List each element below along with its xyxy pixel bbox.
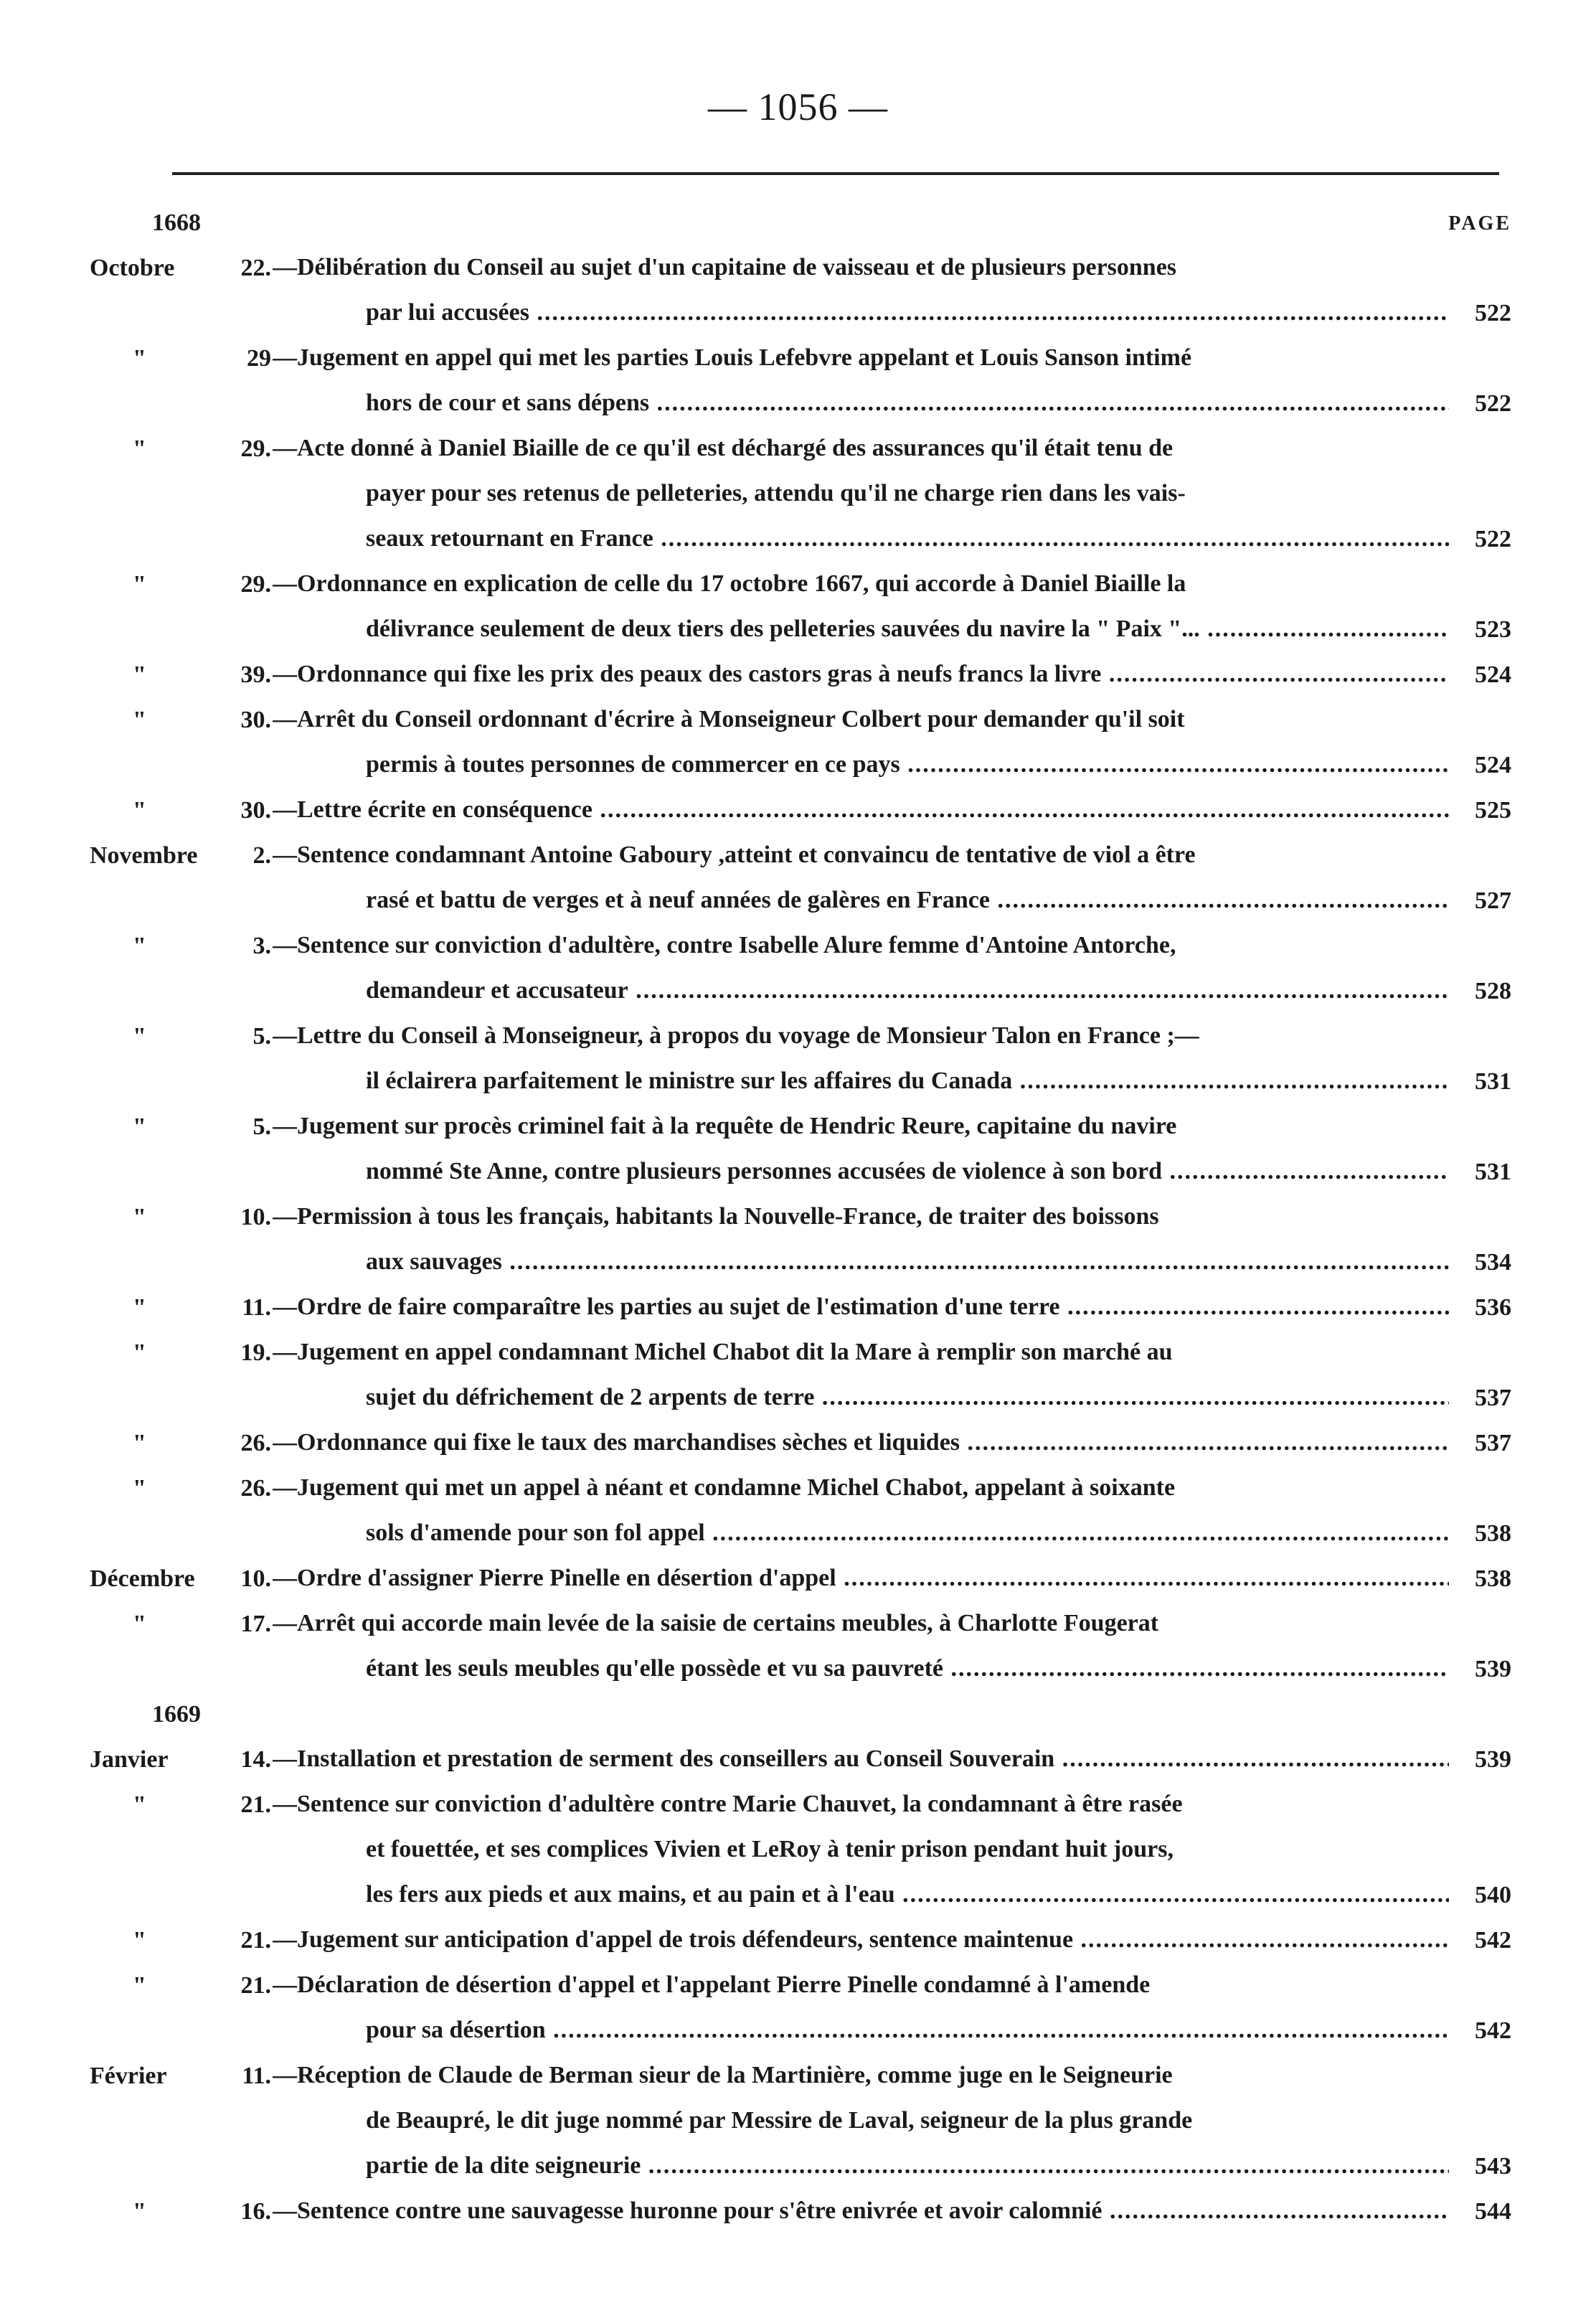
entry-month: " xyxy=(133,1294,146,1321)
entry-description xyxy=(273,1465,1449,1555)
entry-line: nommé Ste Anne, contre plusieurs personnes accusées de violence à son bord ..... xyxy=(273,1149,1449,1194)
entry-line: permis à toutes personnes de commercer en ce pays ..... xyxy=(273,742,1449,787)
entry-page-ref: 536 xyxy=(1465,1294,1511,1321)
entry-page-ref: 524 xyxy=(1465,752,1511,779)
entry-description xyxy=(273,832,1449,923)
page-number: — 1056 — xyxy=(708,85,888,128)
entry-month: Janvier xyxy=(90,1746,169,1773)
entry-month: " xyxy=(133,1972,146,1999)
entry-description xyxy=(273,787,1449,832)
entry-day: 26. xyxy=(240,1475,271,1502)
header-year: 1668 xyxy=(152,209,201,236)
entry-day: 21. xyxy=(240,1972,271,1999)
entry-line: —Jugement qui met un appel à néant et condamne Michel Chabot, appelant à soixante xyxy=(273,1474,1176,1501)
entry-day: 10. xyxy=(240,1204,271,1230)
entry-line: —Acte donné à Daniel Biaille de ce qu'il est déchargé des assurances qu'il était tenu de xyxy=(273,435,1174,461)
entry-line: —Permission à tous les français, habitants la Nouvelle-France, de traiter des boissons xyxy=(273,1203,1159,1230)
entry-line: et fouettée, et ses complices Vivien et LeRoy à tenir prison pendant huit jours, xyxy=(366,1836,1174,1862)
entry-day: 14. xyxy=(240,1746,271,1773)
entry-month: Février xyxy=(90,2063,167,2089)
entry-page-ref: 542 xyxy=(1465,2017,1511,2045)
entry-description xyxy=(273,1962,1449,2053)
entry-description xyxy=(273,1013,1449,1103)
entry-day: 19. xyxy=(240,1339,271,1366)
entry-day: 17. xyxy=(240,1611,271,1637)
entry-description xyxy=(273,1917,1449,1962)
entry-page-ref: 522 xyxy=(1465,390,1511,418)
entry-line: —Ordre d'assigner Pierre Pinelle en désertion d'appel ..... xyxy=(273,1555,1449,1601)
entry-description xyxy=(273,1736,1449,1781)
entry-page-ref: 539 xyxy=(1465,1746,1511,1773)
entry-month: " xyxy=(133,797,146,824)
entry-description xyxy=(273,245,1449,335)
entry-month: " xyxy=(133,1475,146,1502)
entry-line: —Sentence sur conviction d'adultère contre Marie Chauvet, la condamnant à être rasée xyxy=(273,1791,1183,1817)
entry-day: 5. xyxy=(252,1023,271,1050)
entry-line: —Réception de Claude de Berman sieur de la Martinière, comme juge en le Seigneurie xyxy=(273,2062,1173,2088)
entry-month: Octobre xyxy=(90,255,175,281)
entry-description xyxy=(273,2053,1449,2188)
entry-line: —Installation et prestation de serment des conseillers au Conseil Souverain ..... xyxy=(273,1736,1449,1781)
entry-day: 39. xyxy=(240,661,271,688)
entry-line: —Jugement sur procès criminel fait à la requête de Hendric Reure, capitaine du navire xyxy=(273,1113,1177,1139)
entry-day: 29. xyxy=(240,571,271,598)
entry-description xyxy=(273,923,1449,1013)
entry-line: —Sentence condamnant Antoine Gaboury ,atteint et convaincu de tentative de viol a être xyxy=(273,842,1196,868)
entry-description xyxy=(273,1781,1449,1917)
entry-page-ref: 523 xyxy=(1465,616,1511,644)
entry-month: " xyxy=(133,435,146,462)
entry-line: —Ordre de faire comparaître les parties au sujet de l'estimation d'une terre ..... xyxy=(273,1284,1449,1329)
entry-description xyxy=(273,697,1449,787)
entry-description xyxy=(273,335,1449,425)
entry-day: 29. xyxy=(240,435,271,462)
entry-line: pour sa désertion ..... xyxy=(273,2007,1449,2053)
entry-line: par lui accusées ..... xyxy=(273,290,1449,335)
entry-page-ref: 537 xyxy=(1465,1385,1511,1412)
entry-line: —Sentence sur conviction d'adultère, contre Isabelle Alure femme d'Antoine Antorche, xyxy=(273,932,1176,958)
entry-line: payer pour ses retenus de pelleteries, attendu qu'il ne charge rien dans les vais- xyxy=(366,480,1186,507)
entry-line: seaux retournant en France ..... xyxy=(273,516,1449,561)
entry-description xyxy=(273,651,1449,697)
entry-day: 22. xyxy=(240,255,271,281)
entry-description xyxy=(273,561,1449,651)
entry-page-ref: 522 xyxy=(1465,300,1511,327)
entry-line: —Déclaration de désertion d'appel et l'appelant Pierre Pinelle condamné à l'amende xyxy=(273,1971,1151,1998)
entry-description xyxy=(273,1194,1449,1284)
entry-line: demandeur et accusateur ..... xyxy=(273,968,1449,1013)
entry-line: les fers aux pieds et aux mains, et au pain et à l'eau ..... xyxy=(273,1872,1449,1917)
entry-month: " xyxy=(133,707,146,733)
entry-line: de Beaupré, le dit juge nommé par Messire de Laval, seigneur de la plus grande xyxy=(366,2107,1193,2134)
entry-description xyxy=(273,1103,1449,1194)
entry-description xyxy=(273,1329,1449,1420)
entry-line: il éclairera parfaitement le ministre sur les affaires du Canada ..... xyxy=(273,1058,1449,1103)
entry-month: " xyxy=(133,1113,146,1140)
entry-line: hors de cour et sans dépens ..... xyxy=(273,380,1449,425)
entry-page-ref: 540 xyxy=(1465,1882,1511,1909)
entry-day: 16. xyxy=(240,2198,271,2225)
entry-month: Décembre xyxy=(90,1565,195,1592)
entry-day: 2. xyxy=(252,842,271,869)
entry-page-ref: 522 xyxy=(1465,526,1511,553)
entry-day: 21. xyxy=(240,1927,271,1954)
entry-month: " xyxy=(133,1927,146,1954)
entry-page-ref: 531 xyxy=(1465,1159,1511,1186)
entry-day: 21. xyxy=(240,1791,271,1818)
entry-description xyxy=(273,2188,1449,2233)
entry-page-ref: 531 xyxy=(1465,1068,1511,1096)
entry-line: sols d'amende pour son fol appel ..... xyxy=(273,1510,1449,1555)
entry-description xyxy=(273,1420,1449,1465)
entry-page-ref: 528 xyxy=(1465,978,1511,1005)
entry-page-ref: 542 xyxy=(1465,1927,1511,1954)
entry-page-ref: 524 xyxy=(1465,661,1511,689)
entry-page-ref: 538 xyxy=(1465,1520,1511,1547)
entry-line: délivrance seulement de deux tiers des pelleteries sauvées du navire la " Paix "... ..... xyxy=(273,606,1449,651)
entry-month: " xyxy=(133,2198,146,2225)
entry-line: —Lettre du Conseil à Monseigneur, à propos du voyage de Monsieur Talon en France ;— xyxy=(273,1022,1199,1049)
entry-month: " xyxy=(133,1339,146,1366)
entry-day: 29 xyxy=(247,345,271,372)
entry-line: —Arrêt du Conseil ordonnant d'écrire à Monseigneur Colbert pour demander qu'il soit xyxy=(273,706,1185,732)
entry-page-ref: 525 xyxy=(1465,797,1511,824)
entry-day: 11. xyxy=(242,2063,271,2089)
entry-month: " xyxy=(133,345,146,372)
year-label: 1669 xyxy=(152,1701,201,1728)
entry-month: " xyxy=(133,661,146,688)
entry-month: " xyxy=(133,1430,146,1456)
entry-day: 11. xyxy=(242,1294,271,1321)
entry-description xyxy=(273,1284,1449,1329)
entry-description xyxy=(273,1555,1449,1601)
entry-month: " xyxy=(133,1611,146,1637)
entry-page-ref: 527 xyxy=(1465,887,1511,915)
entry-line: —Arrêt qui accorde main levée de la saisie de certains meubles, à Charlotte Fougerat xyxy=(273,1610,1159,1636)
entry-line: —Sentence contre une sauvagesse huronne pour s'être enivrée et avoir calomnié ..... xyxy=(273,2188,1449,2233)
entry-line: sujet du défrichement de 2 arpents de terre ..... xyxy=(273,1375,1449,1420)
entry-line: rasé et battu de verges et à neuf années de galères en France ..... xyxy=(273,877,1449,923)
entry-month: " xyxy=(133,1791,146,1818)
entry-day: 3. xyxy=(252,933,271,959)
entry-line: —Délibération du Conseil au sujet d'un capitaine de vaisseau et de plusieurs personnes xyxy=(273,254,1177,281)
entry-line: —Ordonnance en explication de celle du 17 octobre 1667, qui accorde à Daniel Biaille la xyxy=(273,570,1186,597)
entry-page-ref: 534 xyxy=(1465,1249,1511,1276)
entry-page-ref: 543 xyxy=(1465,2153,1511,2180)
entry-day: 30. xyxy=(240,707,271,733)
entry-month: " xyxy=(133,571,146,598)
header-page-label: PAGE xyxy=(1448,212,1511,235)
entry-page-ref: 544 xyxy=(1465,2198,1511,2225)
entry-day: 5. xyxy=(252,1113,271,1140)
entry-page-ref: 539 xyxy=(1465,1656,1511,1683)
entry-day: 10. xyxy=(240,1565,271,1592)
entry-day: 26. xyxy=(240,1430,271,1456)
entry-line: —Jugement en appel condamnant Michel Chabot dit la Mare à remplir son marché au xyxy=(273,1339,1173,1365)
entry-page-ref: 537 xyxy=(1465,1430,1511,1457)
entry-line: aux sauvages ..... xyxy=(273,1239,1449,1284)
entry-line: —Jugement en appel qui met les parties Louis Lefebvre appelant et Louis Sanson intimé xyxy=(273,344,1192,371)
entry-line: partie de la dite seigneurie ..... xyxy=(273,2143,1449,2188)
entry-line: —Lettre écrite en conséquence ..... xyxy=(273,787,1449,832)
entry-line: étant les seuls meubles qu'elle possède et vu sa pauvreté ..... xyxy=(273,1646,1449,1691)
entry-description xyxy=(273,1601,1449,1691)
entry-month: " xyxy=(133,1023,146,1050)
entry-line: —Jugement sur anticipation d'appel de trois défendeurs, sentence maintenue ..... xyxy=(273,1917,1449,1962)
entry-line: —Ordonnance qui fixe le taux des marchandises sèches et liquides ..... xyxy=(273,1420,1449,1465)
entry-page-ref: 538 xyxy=(1465,1565,1511,1593)
entry-month: " xyxy=(133,933,146,959)
entry-description xyxy=(273,425,1449,561)
entry-month: " xyxy=(133,1204,146,1230)
entry-month: Novembre xyxy=(90,842,198,869)
entry-line: —Ordonnance qui fixe les prix des peaux des castors gras à neufs francs la livre ..... xyxy=(273,651,1449,697)
entry-day: 30. xyxy=(240,797,271,824)
